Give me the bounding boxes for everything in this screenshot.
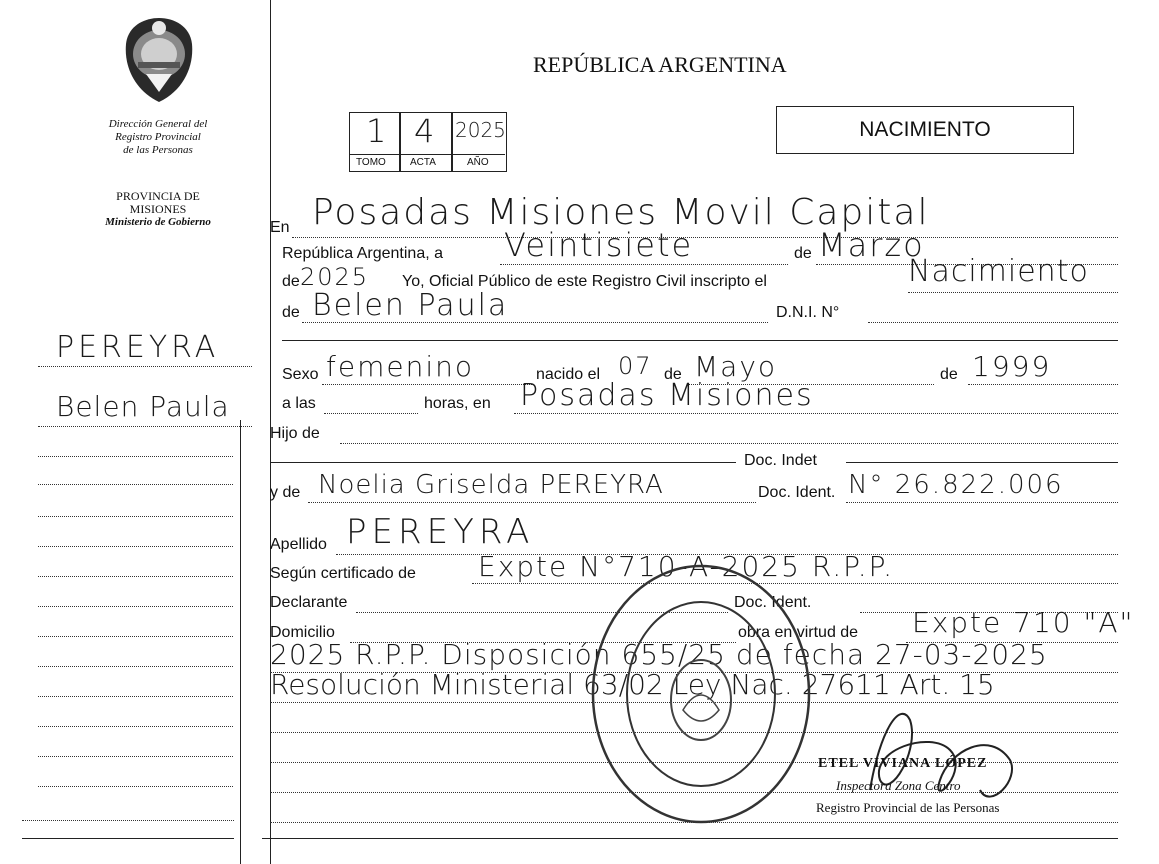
sidebar-line [38,426,252,427]
sidebar-line [38,456,233,457]
signature-role: Inspectora Zona Centro [836,778,961,793]
sidebar-line [38,786,233,787]
apellido: PEREYRA [346,512,535,552]
de2-label: de [282,304,300,321]
birth-year-line [968,384,1118,385]
de-label: de [794,245,812,262]
birth-month: Mayo [694,350,778,383]
apellido-label: Apellido [270,536,327,553]
birth-year: 1999 [972,350,1052,383]
sidebar-line [22,820,234,821]
alas-label: a las [282,395,316,412]
sidebar-line [38,726,233,727]
birth-day: 07 [618,352,653,380]
blank-rule [282,340,1118,341]
doc-ident-label: Doc. Ident. [758,484,836,501]
nacido-label: nacido el [536,366,601,383]
mother-doc-line [846,502,1118,503]
doc-indet-line [846,462,1118,463]
sidebar-line [38,576,233,577]
page-title: REPÚBLICA ARGENTINA [533,52,787,77]
org-name: Dirección General del Registro Provincial de las Personas [108,118,208,156]
dni-line [868,322,1118,323]
obra-line3: Resolución Ministerial 63/02 Ley Nac. 27611 Art. 15 [270,668,995,701]
tomo-value: 1 [366,112,389,150]
record-type: NACIMIENTO [859,118,991,141]
person-name: Belen Paula [312,288,509,323]
doc-indet-label: Doc. Indet [744,452,817,469]
bottom-rule [262,838,1118,839]
sidebar-line [38,546,233,547]
de3-label: de [664,366,682,383]
hijo-label: Hijo de [270,425,320,442]
sidebar-surname: PEREYRA [56,330,220,365]
province-name: PROVINCIA DE MISIONES Ministerio de Gobierno [105,189,211,228]
en-label: En [270,219,290,236]
act-line [908,292,1118,293]
certificado: Expte N°710-A-2025 R.P.P. [478,550,895,583]
yde-label: y de [270,484,301,501]
place-line [292,237,1118,238]
yo-text: Yo, Oficial Público de este Registro Civil inscripto el [402,273,767,290]
year: 2025 [300,263,370,291]
domicilio-label: Domicilio [270,624,335,641]
obra-label: obra en virtud de [738,624,859,641]
sidebar-line [38,516,233,517]
sidebar-line [38,606,233,607]
mother-line [308,502,756,503]
sidebar-line [38,636,233,637]
mother-name: Noelia Griselda PEREYRA [318,470,664,500]
sidebar-line [38,696,233,697]
act: Nacimiento [908,254,1089,289]
acta-value: 4 [414,112,437,150]
birth-place: Posadas Misiones [520,378,814,413]
sidebar-given-names: Belen Paula [56,390,230,423]
official-stamp [588,560,814,828]
tomo-label: TOMO [356,157,386,168]
day-line [500,264,788,265]
provincial-crest-logo [118,14,200,106]
mother-doc: N° 26.822.006 [848,470,1064,500]
birth-place-line [514,413,1118,414]
sidebar-line [38,756,233,757]
declarante-label: Declarante [270,594,348,611]
record-type-box [776,106,1074,154]
year-prefix: de [282,273,300,290]
sidebar-line [38,666,233,667]
registry-place: Posadas Misiones Movil Capital [312,192,930,233]
left-margin-line-lower [240,420,241,864]
sidebar-line [38,484,233,485]
sidebar-bottom-rule [22,838,234,839]
doc-ident2-label: Doc. Ident. [734,594,812,611]
sexo-label: Sexo [282,366,319,383]
certificado-label: Según certificado de [270,565,416,582]
cell-divider [349,154,505,155]
day-words: Veintisiete [504,226,694,264]
anio-value: 2025 [455,118,506,142]
sexo-line [322,384,532,385]
de4-label: de [940,366,958,383]
anio-label: AÑO [467,157,489,168]
obra-line2: 2025 R.P.P. Disposición 655/25 de fecha 27-03-2025 [270,638,1048,671]
hour-line [324,413,418,414]
republica-label: República Argentina, a [282,245,443,262]
sexo: femenino [326,350,474,383]
dni-label: D.N.I. N° [776,304,840,321]
signature-office: Registro Provincial de las Personas [816,800,1000,815]
month: Marzo [818,226,925,264]
acta-label: ACTA [410,157,436,168]
horas-label: horas, en [424,395,491,412]
signature-name: ETEL VIVIANA LÓPEZ [818,756,988,771]
father-line-2 [270,462,736,463]
obra-line1: Expte 710 "A" [912,606,1135,639]
father-line [340,443,1118,444]
sidebar-line [38,366,252,367]
